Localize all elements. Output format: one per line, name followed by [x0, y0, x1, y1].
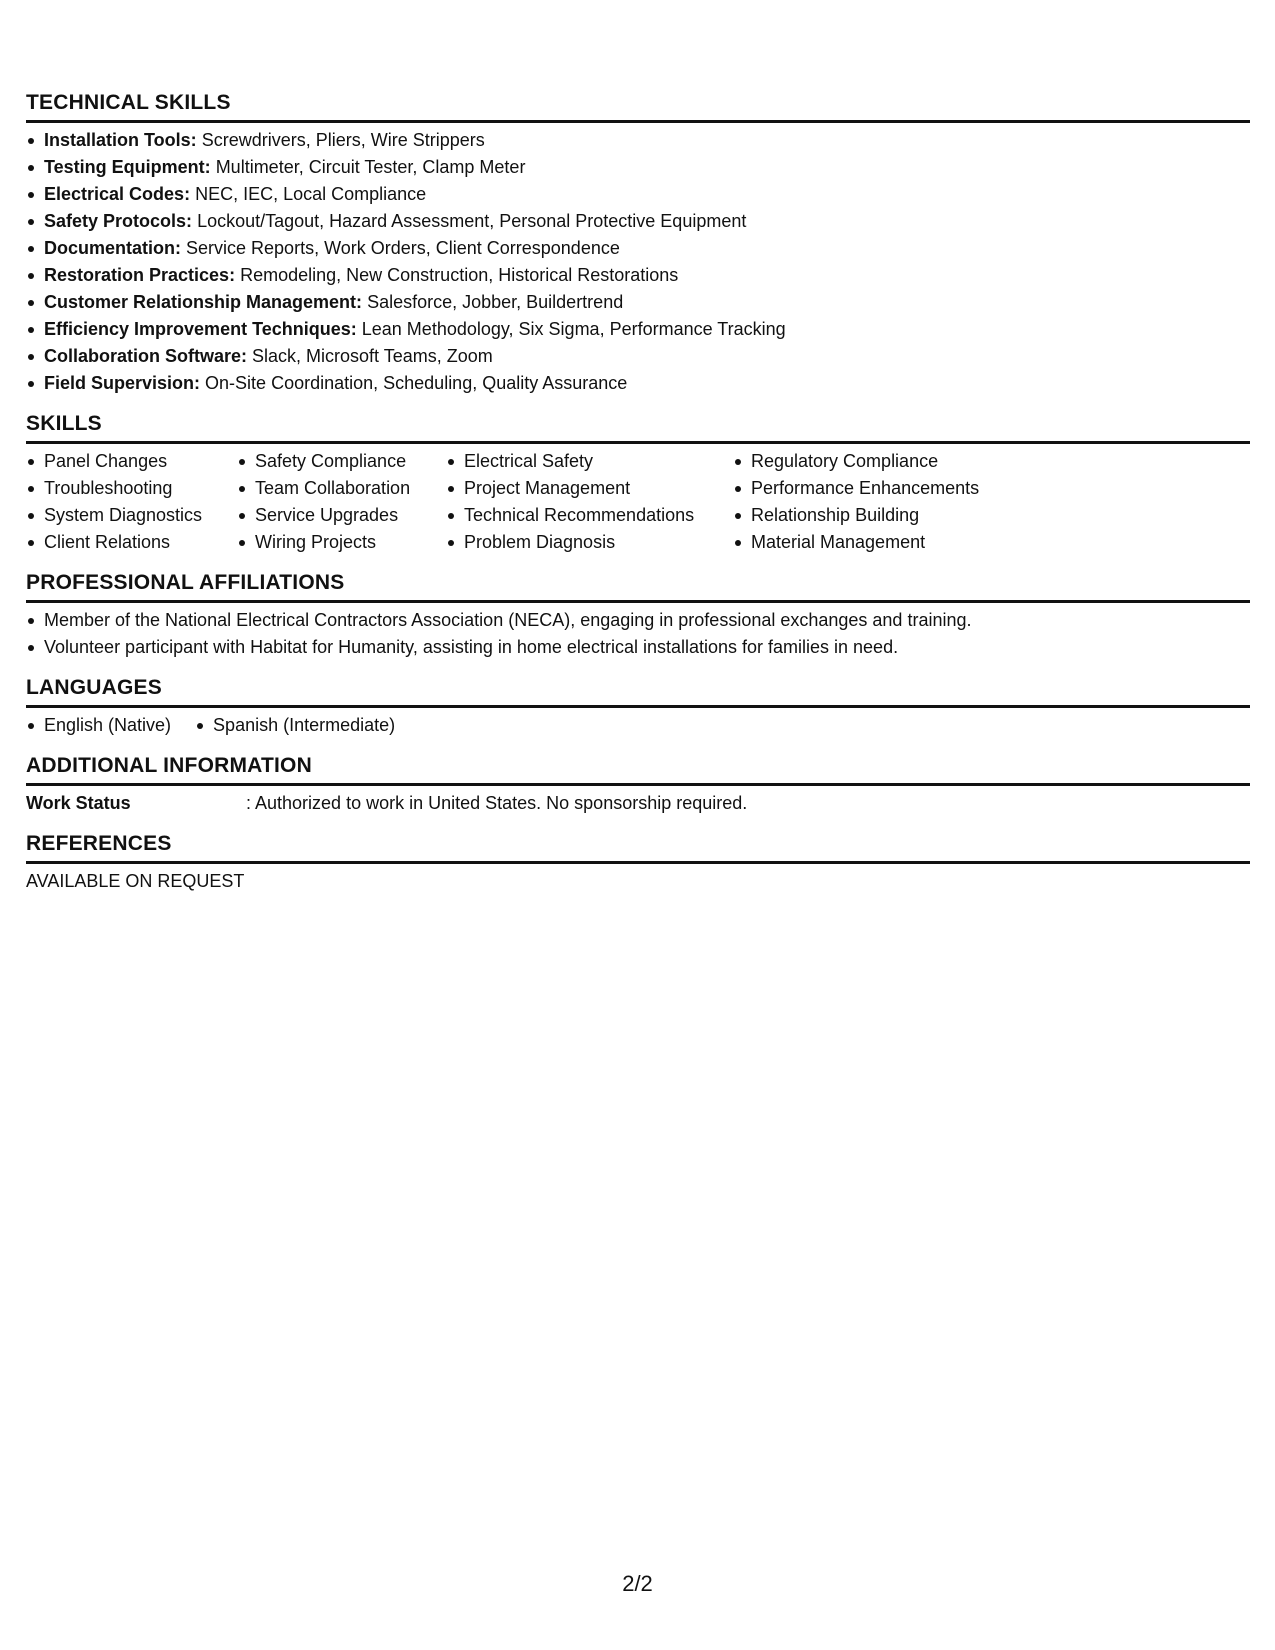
skill-item: Panel Changes [26, 448, 237, 475]
skill-category-value: Remodeling, New Construction, Historical Restorations [240, 265, 679, 285]
skills-column [733, 448, 1033, 556]
skill-category-label: Safety Protocols: [44, 211, 193, 231]
affiliations-section [26, 570, 1250, 661]
skill-category-label: Testing Equipment: [44, 157, 211, 177]
skills-column [26, 448, 237, 556]
skills-section [26, 411, 1250, 556]
work-status-label: Work Status [26, 793, 131, 813]
skill-category-value: Screwdrivers, Pliers, Wire Strippers [201, 130, 485, 150]
section-title-additional-info: ADDITIONAL INFORMATION [26, 753, 1250, 786]
language-item: English (Native) [26, 712, 171, 739]
section-title-references: REFERENCES [26, 831, 1250, 864]
skill-item: Project Management [446, 475, 733, 502]
section-title-languages: LANGUAGES [26, 675, 1250, 708]
skill-category-value: Slack, Microsoft Teams, Zoom [252, 346, 493, 366]
list-item [26, 316, 1250, 343]
skill-category-label: Collaboration Software: [44, 346, 248, 366]
skill-item: Electrical Safety [446, 448, 733, 475]
section-title-skills: SKILLS [26, 411, 1250, 444]
skill-category-label: Restoration Practices: [44, 265, 236, 285]
list-item [26, 154, 1250, 181]
skill-category-label: Installation Tools: [44, 130, 197, 150]
skill-category-value: Lean Methodology, Six Sigma, Performance Tracking [361, 319, 786, 339]
skill-item: Technical Recommendations [446, 502, 733, 529]
skill-item: System Diagnostics [26, 502, 237, 529]
skill-category-value: On-Site Coordination, Scheduling, Quality Assurance [205, 373, 628, 393]
skill-category-label: Customer Relationship Management: [44, 292, 363, 312]
work-status-value: : Authorized to work in United States. No sponsorship required. [246, 793, 748, 813]
resume-page [26, 90, 1250, 909]
affiliations-list [26, 607, 1250, 661]
languages-list [26, 712, 1250, 739]
section-title-affiliations: PROFESSIONAL AFFILIATIONS [26, 570, 1250, 603]
additional-info-section [26, 753, 1250, 817]
list-item [26, 181, 1250, 208]
skill-item: Regulatory Compliance [733, 448, 1033, 475]
list-item: Member of the National Electrical Contractors Association (NECA), engaging in professional exchanges and training. [26, 607, 1250, 634]
list-item [26, 343, 1250, 370]
skill-item: Wiring Projects [237, 529, 446, 556]
references-text: AVAILABLE ON REQUEST [26, 871, 245, 891]
skill-item: Service Upgrades [237, 502, 446, 529]
technical-skills-list [26, 127, 1250, 397]
references-section [26, 831, 1250, 895]
list-item [26, 127, 1250, 154]
language-item: Spanish (Intermediate) [195, 712, 395, 739]
skill-category-value: Multimeter, Circuit Tester, Clamp Meter [215, 157, 526, 177]
skill-category-label: Documentation: [44, 238, 181, 258]
list-item [26, 208, 1250, 235]
list-item [26, 370, 1250, 397]
skills-grid [26, 448, 1250, 556]
skill-item: Team Collaboration [237, 475, 446, 502]
list-item [26, 235, 1250, 262]
skill-category-label: Electrical Codes: [44, 184, 191, 204]
skill-item: Safety Compliance [237, 448, 446, 475]
work-status-row [26, 790, 1250, 817]
skill-item: Material Management [733, 529, 1033, 556]
skill-category-value: NEC, IEC, Local Compliance [195, 184, 427, 204]
skill-category-value: Salesforce, Jobber, Buildertrend [367, 292, 624, 312]
list-item [26, 289, 1250, 316]
technical-skills-section [26, 90, 1250, 397]
languages-section [26, 675, 1250, 739]
skills-column [237, 448, 446, 556]
skill-category-value: Service Reports, Work Orders, Client Correspondence [186, 238, 620, 258]
skill-item: Client Relations [26, 529, 237, 556]
skill-item: Problem Diagnosis [446, 529, 733, 556]
list-item: Volunteer participant with Habitat for Humanity, assisting in home electrical installations for families in need. [26, 634, 1250, 661]
skill-item: Relationship Building [733, 502, 1033, 529]
skills-column [446, 448, 733, 556]
skill-category-value: Lockout/Tagout, Hazard Assessment, Personal Protective Equipment [197, 211, 747, 231]
skill-category-label: Efficiency Improvement Techniques: [44, 319, 357, 339]
skill-item: Performance Enhancements [733, 475, 1033, 502]
section-title-technical-skills: TECHNICAL SKILLS [26, 90, 1250, 123]
list-item [26, 262, 1250, 289]
skill-category-label: Field Supervision: [44, 373, 201, 393]
skill-item: Troubleshooting [26, 475, 237, 502]
page-number: 2/2 [622, 1571, 653, 1596]
